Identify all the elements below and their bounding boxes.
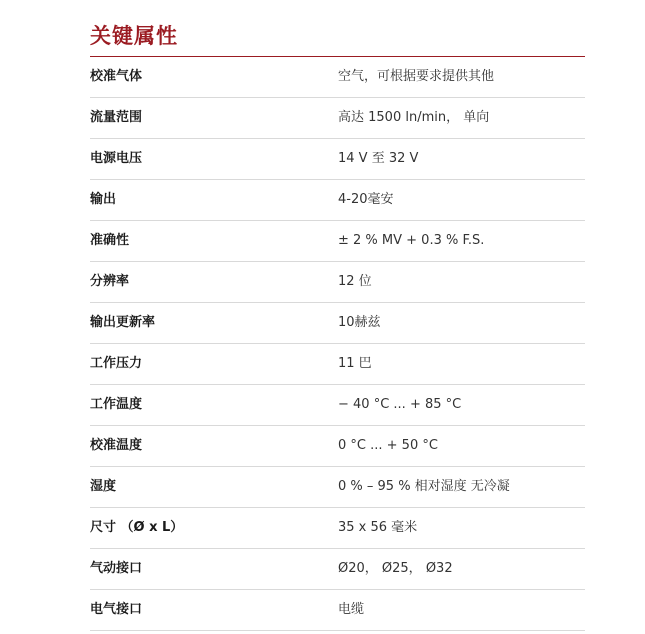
spec-row-pneumatic-connection [90, 549, 585, 590]
spec-row-accuracy [90, 221, 585, 262]
spec-label: 流量范围 [90, 110, 143, 125]
spec-value: − 40 °C ... + 85 °C [338, 397, 462, 412]
spec-value: 4-20毫安 [338, 192, 394, 207]
spec-label: 准确性 [90, 233, 130, 248]
spec-row-humidity [90, 467, 585, 508]
spec-label: 湿度 [90, 479, 117, 494]
spec-row-dimensions [90, 508, 585, 549]
spec-value: 11 巴 [338, 356, 372, 371]
spec-row-supply-voltage [90, 139, 585, 180]
spec-label: 尺寸 （Ø x L） [90, 520, 184, 535]
spec-value: 10赫兹 [338, 315, 381, 330]
spec-row-electrical-connection [90, 590, 585, 631]
spec-row-output-update-rate [90, 303, 585, 344]
spec-label: 校准气体 [90, 69, 143, 84]
spec-value: 电缆 [338, 602, 365, 617]
spec-row-resolution [90, 262, 585, 303]
spec-value: 高达 1500 ln/min， 单向 [338, 110, 490, 125]
spec-label: 工作温度 [90, 397, 143, 412]
spec-label: 气动接口 [90, 561, 143, 576]
spec-value: 0 % – 95 % 相对湿度 无冷凝 [338, 479, 510, 494]
spec-row-calibration-gas [90, 57, 585, 98]
spec-row-calibration-temperature [90, 426, 585, 467]
spec-value: 0 °C ... + 50 °C [338, 438, 438, 453]
spec-value: 12 位 [338, 274, 372, 289]
spec-label: 输出 [90, 192, 117, 207]
spec-value: 35 x 56 毫米 [338, 520, 418, 535]
spec-value: 14 V 至 32 V [338, 151, 419, 166]
spec-label: 电气接口 [90, 602, 143, 617]
spec-label: 工作压力 [90, 356, 143, 371]
spec-label: 电源电压 [90, 151, 143, 166]
spec-row-operating-temperature [90, 385, 585, 426]
spec-value: 空气，可根据要求提供其他 [338, 69, 495, 84]
spec-row-output [90, 180, 585, 221]
spec-table [90, 57, 585, 631]
spec-row-operating-pressure [90, 344, 585, 385]
section-title: 关键属性 [90, 24, 178, 48]
spec-label: 输出更新率 [90, 315, 156, 330]
spec-row-flow-range [90, 98, 585, 139]
spec-label: 校准温度 [90, 438, 143, 453]
spec-label: 分辨率 [90, 274, 130, 289]
spec-value: Ø20， Ø25， Ø32 [338, 561, 453, 576]
spec-value: ± 2 % MV + 0.3 % F.S. [338, 233, 485, 248]
